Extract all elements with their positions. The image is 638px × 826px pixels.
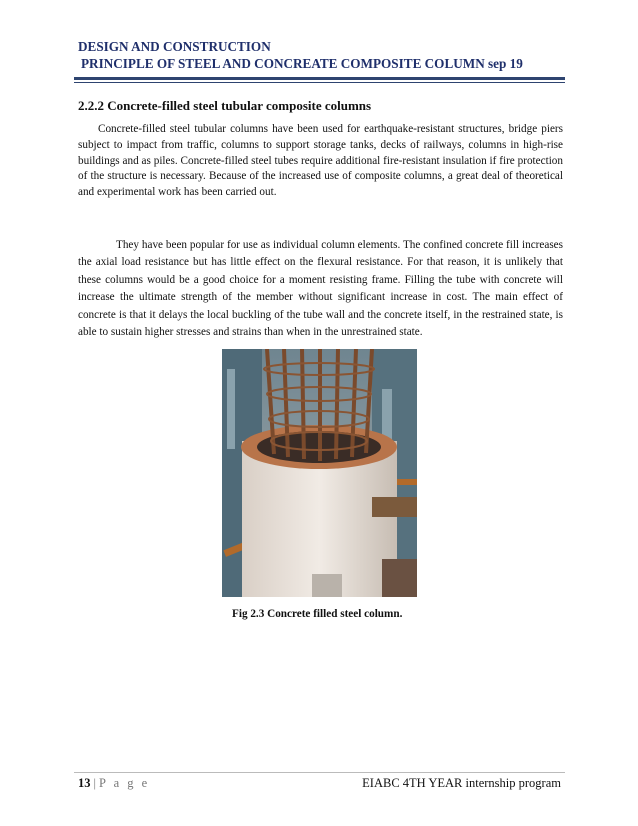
column-photo-illustration xyxy=(222,349,417,597)
page-number: 13 xyxy=(78,776,91,790)
body-paragraph-1: Concrete-filled steel tubular columns have been used for earthquake-resistant structures, bridge piers subject to impact from traffic, columns to support storage tanks, decks of railways, columns in high-rise buildings and as piles. Concrete-filled steel tubes require additional fire-resistant insulation if fire protection of the structure is necessary. Because of the increased use of composite columns, a great deal of theoretical and experimental work has been carried out. xyxy=(78,123,563,199)
header-title-line1: DESIGN AND CONSTRUCTION xyxy=(78,39,271,54)
figure-caption: Fig 2.3 Concrete filled steel column. xyxy=(232,608,403,620)
header-rule-thick xyxy=(74,77,565,80)
page-header xyxy=(78,38,568,72)
page-number-block xyxy=(78,776,150,791)
page-label: P a g e xyxy=(99,776,150,790)
column-photo xyxy=(222,349,417,597)
section-heading: 2.2.2 Concrete-filled steel tubular composite columns xyxy=(78,98,372,113)
header-rule-thin xyxy=(74,82,565,83)
footer-program: EIABC 4TH YEAR internship program xyxy=(362,776,561,790)
footer-separator: | xyxy=(93,776,97,790)
body-paragraph-2: They have been popular for use as individual column elements. The confined concrete fill increases the axial load resistance but has little effect on the flexural resistance. For that reason, it is unlikely that these columns would be a good choice for a moment resisting frame. Filling the tube with concrete will increase the ultimate strength of the member without significant increase in cost. The main effect of concrete is that it delays the local buckling of the tube wall and the concrete itself, in the restrained state, is able to sustain higher stresses and strains than when in the unrestrained state. xyxy=(78,239,563,339)
header-title-line2: PRINCIPLE OF STEEL AND CONCREATE COMPOSITE COLUMN sep 19 xyxy=(81,56,523,71)
footer-rule xyxy=(74,772,565,773)
